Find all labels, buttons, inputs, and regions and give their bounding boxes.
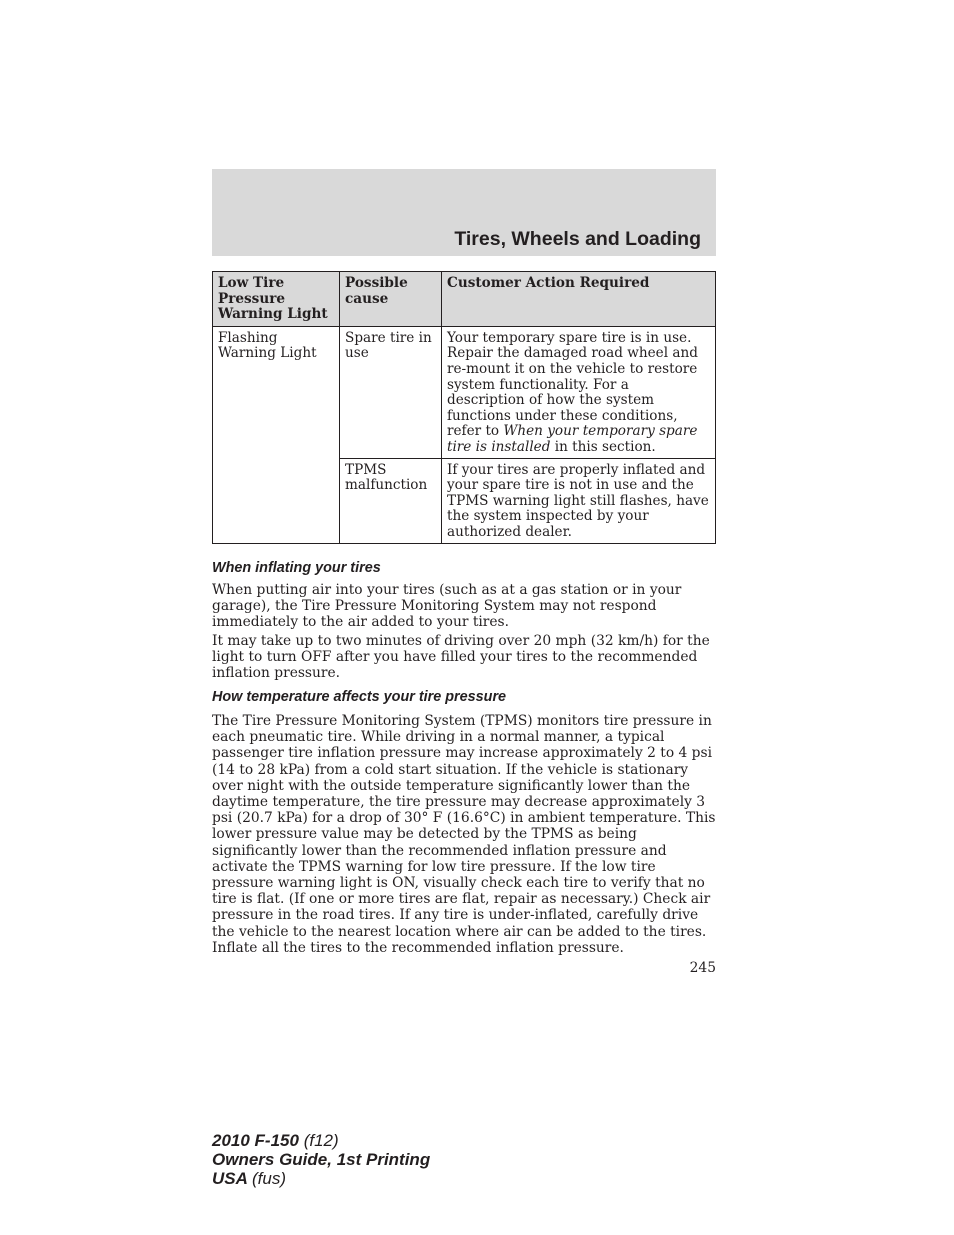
footer-guide: Owners Guide, 1st Printing [212, 1150, 431, 1169]
cell-possible-cause: Spare tire in use [340, 326, 442, 458]
footer-region-code: (fus) [252, 1169, 286, 1188]
cell-warning-light: Flashing Warning Light [213, 326, 340, 543]
section-title: Tires, Wheels and Loading [454, 228, 701, 250]
header-warning-light: Low Tire Pressure Warning Light [213, 272, 340, 327]
table-header-row [213, 272, 716, 327]
paragraph-inflating-1: When putting air into your tires (such as at a gas station or in your garage), the Tire Pressure Monitoring System may not respond immediately to the air added to your tires. [212, 582, 682, 631]
footer-line-model [212, 1131, 430, 1150]
footer-print-info [212, 1131, 430, 1188]
cell-possible-cause: TPMS malfunction [340, 458, 442, 543]
header-possible-cause: Possible cause [340, 272, 442, 327]
footer-model-code: (f12) [303, 1131, 339, 1150]
footer-model: 2010 F-150 [212, 1131, 299, 1150]
header-customer-action: Customer Action Required [442, 272, 716, 327]
cell-customer-action: If your tires are properly inflated and your spare tire is not in use and the TPMS warning light still flashes, have the system inspected by your authorized dealer. [442, 458, 716, 543]
section-header-band [212, 169, 716, 256]
page-number: 245 [689, 960, 716, 976]
cell-customer-action [442, 326, 716, 458]
action-text: Your temporary spare tire is in use. Repair the damaged road wheel and re-mount it on the vehicle to restore system functionality. For a description of how the system functions under these conditions, refer to [447, 329, 698, 440]
footer-region: USA [212, 1169, 248, 1188]
action-reference: When your temporary spare tire is installed [447, 423, 698, 455]
tpms-warning-table [212, 271, 716, 544]
footer-line-region [212, 1169, 430, 1188]
paragraph-temperature: The Tire Pressure Monitoring System (TPMS) monitors tire pressure in each pneumatic tire. While driving in a normal manner, a typical passenger tire inflation pressure may increase approximately 2 to 4 psi (14 to 28 kPa) from a cold start situation. If the vehicle is stationary over night with the outside temperature significantly lower than the daytime temperature, the tire pressure may decrease approximately 3 psi (20.7 kPa) for a drop of 30° F (16.6°C) in ambient temperature. This lower pressure value may be detected by the TPMS as being significantly lower than the recommended inflation pressure and activate the TPMS warning for low tire pressure. If the low tire pressure warning light is ON, visually check each tire to verify that no tire is flat. (If one or more tires are flat, repair as necessary.) Check air pressure in the road tires. If any tire is under-inflated, carefully drive the vehicle to the nearest location where air can be added to the tires. Inflate all the tires to the recommended inflation pressure. [212, 713, 716, 956]
action-text-end: in this section. [550, 438, 656, 455]
subheading-inflating: When inflating your tires [212, 560, 381, 576]
paragraph-inflating-2: It may take up to two minutes of driving over 20 mph (32 km/h) for the light to turn OFF after you have filled your tires to the recommended inflation pressure. [212, 633, 710, 682]
subheading-temperature: How temperature affects your tire pressure [212, 689, 507, 705]
table-row [213, 326, 716, 458]
